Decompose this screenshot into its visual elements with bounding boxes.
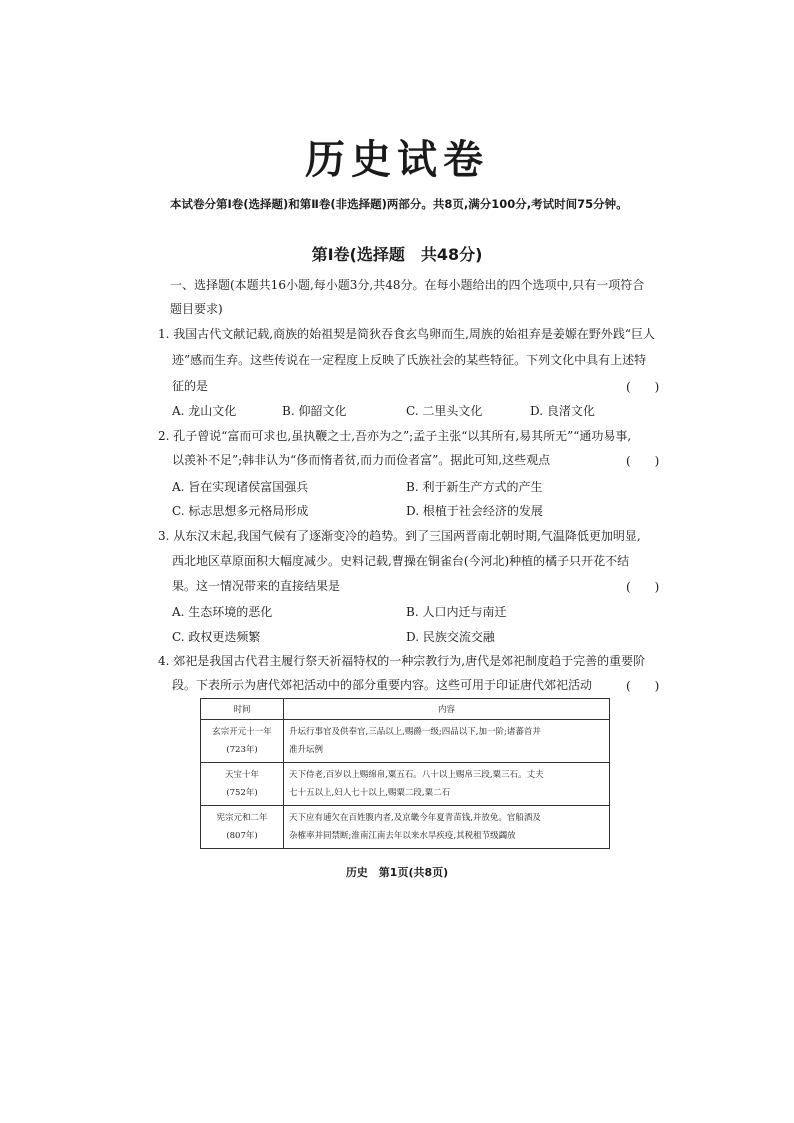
question-4-text: 段。下表所示为唐代郊祀活动中的部分重要内容。这些可用于印证唐代郊祀活动 bbox=[172, 678, 593, 692]
question-3-text: 3. 从东汉末起,我国气候有了逐渐变冷的趋势。到了三国两晋南北朝时期,气温降低更加明显, bbox=[158, 529, 641, 543]
question-1-option-b: B. 仰韶文化 bbox=[282, 404, 347, 418]
answer-bracket: ( ) bbox=[626, 454, 660, 468]
time-year: (723年) bbox=[226, 745, 258, 755]
question-3-option-b: B. 人口内迁与南迁 bbox=[406, 605, 507, 619]
table-header-time: 时间 bbox=[201, 699, 284, 720]
content-line: 升坛行事官及供奉官,三品以上,赐爵一级;四品以下,加一阶;诸蕃首并 bbox=[289, 727, 541, 737]
answer-bracket: ( ) bbox=[626, 580, 660, 594]
question-1-text: 征的是 bbox=[172, 379, 209, 393]
table-header-content: 内容 bbox=[284, 699, 610, 720]
answer-bracket: ( ) bbox=[626, 679, 660, 693]
question-3-text: 果。这一情况带来的直接结果是 bbox=[172, 579, 341, 593]
question-1-option-d: D. 良渚文化 bbox=[530, 404, 595, 418]
table-row bbox=[201, 720, 610, 763]
question-2-text: 以羡补不足”;韩非认为“侈而惰者贫,而力而俭者富”。据此可知,这些观点 bbox=[172, 453, 551, 467]
question-2-option-c: C. 标志思想多元格局形成 bbox=[172, 504, 309, 518]
page-footer: 历史 第1页(共8页) bbox=[345, 866, 449, 879]
question-3-option-a: A. 生态环境的恶化 bbox=[172, 605, 273, 619]
jiaosi-table bbox=[200, 698, 610, 849]
time-year: (807年) bbox=[226, 831, 258, 841]
content-line: 杂榷率并同禁断;淮南江南去年以来水旱疾疫,其税租节级蠲放 bbox=[289, 831, 516, 841]
question-3-text: 西北地区草原面积大幅度减少。史料记载,曹操在铜雀台(今河北)种植的橘子只开花不结 bbox=[172, 554, 630, 568]
question-2-option-b: B. 利于新生产方式的产生 bbox=[406, 480, 543, 494]
table-row bbox=[201, 763, 610, 806]
table-cell-content bbox=[284, 720, 610, 763]
table-row bbox=[201, 806, 610, 849]
question-2-text: 2. 孔子曾说“富而可求也,虽执鞭之士,吾亦为之”;孟子主张“以其所有,易其所无”“通功易事, bbox=[158, 429, 632, 443]
content-line: 天下应有逋欠在百姓腹内者,及京畿今年夏青苗钱,并放免。官船酒及 bbox=[289, 813, 541, 823]
section-title: 第Ⅰ卷(选择题 共48分) bbox=[311, 245, 483, 264]
content-line: 七十五以上,妇人七十以上,赐粟二段,粟二石 bbox=[289, 788, 451, 798]
table-cell-content bbox=[284, 806, 610, 849]
table-cell-time bbox=[201, 720, 284, 763]
exam-intro: 本试卷分第Ⅰ卷(选择题)和第Ⅱ卷(非选择题)两部分。共8页,满分100分,考试时间75分钟。 bbox=[170, 197, 628, 211]
question-2-option-d: D. 根植于社会经济的发展 bbox=[406, 504, 543, 518]
table-cell-time bbox=[201, 806, 284, 849]
instruction-line: 一、选择题(本题共16小题,每小题3分,共48分。在每小题给出的四个选项中,只有一项符合 bbox=[170, 278, 645, 292]
page-title: 历史试卷 bbox=[305, 137, 489, 183]
answer-bracket: ( ) bbox=[626, 380, 660, 394]
time-label: 宪宗元和二年 bbox=[216, 813, 268, 823]
time-label: 天宝十年 bbox=[224, 770, 259, 780]
time-label: 玄宗开元十一年 bbox=[212, 727, 272, 737]
time-year: (752年) bbox=[226, 788, 258, 798]
question-4-text: 4. 郊祀是我国古代君主履行祭天祈福特权的一种宗教行为,唐代是郊祀制度趋于完善的重要阶 bbox=[158, 654, 646, 668]
content-line: 准升坛例 bbox=[289, 745, 324, 755]
question-2-option-a: A. 旨在实现诸侯富国强兵 bbox=[172, 480, 309, 494]
table-cell-time bbox=[201, 763, 284, 806]
table-cell-content bbox=[284, 763, 610, 806]
question-1-text: 迹”感而生弃。这些传说在一定程度上反映了氏族社会的某些特征。下列文化中具有上述特 bbox=[172, 353, 647, 367]
content-line: 天下侍老,百岁以上赐绵帛,粟五石。八十以上赐帛三段,粟三石。丈夫 bbox=[289, 770, 544, 780]
question-3-option-c: C. 政权更迭频繁 bbox=[172, 630, 261, 644]
question-1-option-c: C. 二里头文化 bbox=[406, 404, 483, 418]
question-3-option-d: D. 民族交流交融 bbox=[406, 630, 495, 644]
question-1-text: 1. 我国古代文献记载,商族的始祖契是简狄吞食玄鸟卵而生,周族的始祖弃是姜嫄在野外践“巨人 bbox=[158, 327, 656, 341]
table-header-row bbox=[201, 699, 610, 720]
question-1-option-a: A. 龙山文化 bbox=[172, 404, 237, 418]
instruction-line: 题目要求) bbox=[170, 302, 223, 316]
